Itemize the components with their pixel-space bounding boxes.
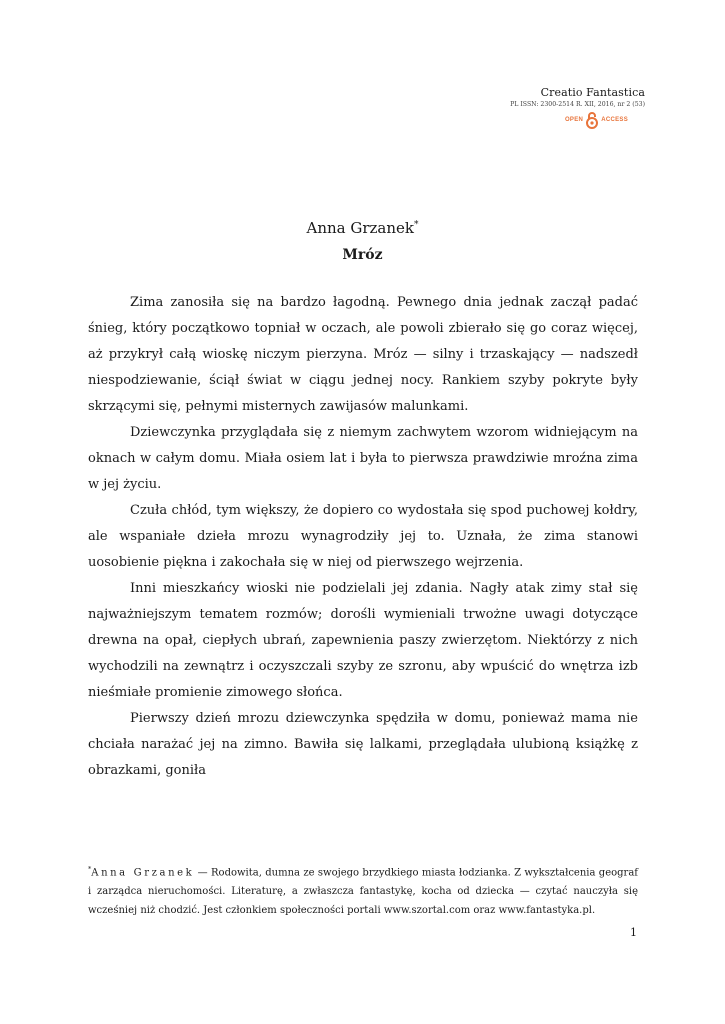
open-access-word-access: ACCESS <box>601 117 628 123</box>
journal-issn: PL ISSN: 2300-2514 R. XII, 2016, nr 2 (53) <box>510 101 645 108</box>
paragraph: Pierwszy dzień mrozu dziewczynka spędziła w domu, ponieważ mama nie chciała narażać jej na zimno. Bawiła się lalkami, przeglądała ulubioną książkę z obrazkami, goniła <box>88 711 638 778</box>
footnote <box>88 860 638 920</box>
story-body <box>88 290 638 784</box>
footnote-author-name: Anna Grzanek <box>91 867 195 879</box>
paragraph: Inni mieszkańcy wioski nie podzielali jej zdania. Nagły atak zimy stał się najważniejszym tematem rozmów; dorośli wymieniali trwożne uwagi dotyczące drewna na opał, ciepłych ubrań, zapewnienia paszy zwierzętom. Niektórzy z nich wychodzili na zewnątrz i oczyszczali szyby ze szronu, aby wpuścić do wnętrza izb nieśmiałe promienie zimowego słońca. <box>88 581 638 700</box>
footnote-mark: * <box>88 865 92 873</box>
open-access-badge <box>510 111 645 129</box>
paragraph: Dziewczynka przyglądała się z niemym zachwytem wzorom widniejącym na oknach w całym domu. Miała osiem lat i była to pierwsza prawdziwie mroźna zima w jej życiu. <box>88 425 638 492</box>
paragraph: Czuła chłód, tym większy, że dopiero co wydostała się spod puchowej kołdry, ale wspaniałe dzieła mrozu wynagrodziły jej to. Uznała, że zima stanowi uosobienie piękna i zakochała się w niej od pierwszego wejrzenia. <box>88 503 638 570</box>
open-access-lock-icon <box>586 111 598 129</box>
journal-header <box>510 86 645 129</box>
footnote-text: — Rodowita, dumna ze swojego brzydkiego miasta łodzianka. Z wykształcenia geograf i zarządca nieruchomości. Literaturę, a zwłaszcza fantastykę, kocha od dziecka — czytać nauczyła się wcześniej niż chodzić. Jest członkiem społeczności portali www.szortal.com oraz www.fantastyka.pl. <box>88 867 638 917</box>
paragraph: Zima zanosiła się na bardzo łagodną. Pewnego dnia jednak zaczął padać śnieg, który początkowo topniał w oczach, ale powoli zbierało się go coraz więcej, aż przykrył całą wioskę niczym pierzyna. Mróz — silny i trzaskający — nadszedł niespodziewanie, ściął świat w ciągu jednej nocy. Rankiem szyby pokryte były skrzącymi się, pełnymi misternych zawijasów malunkami. <box>88 295 638 414</box>
journal-title: Creatio Fantastica <box>540 86 645 99</box>
author-footnote-mark: * <box>414 220 419 230</box>
author-name-text: Anna Grzanek <box>306 219 414 237</box>
story-title: Mróz <box>342 247 383 263</box>
open-access-word-open: OPEN <box>564 117 584 123</box>
author-name <box>0 219 725 237</box>
page-number: 1 <box>630 926 637 939</box>
